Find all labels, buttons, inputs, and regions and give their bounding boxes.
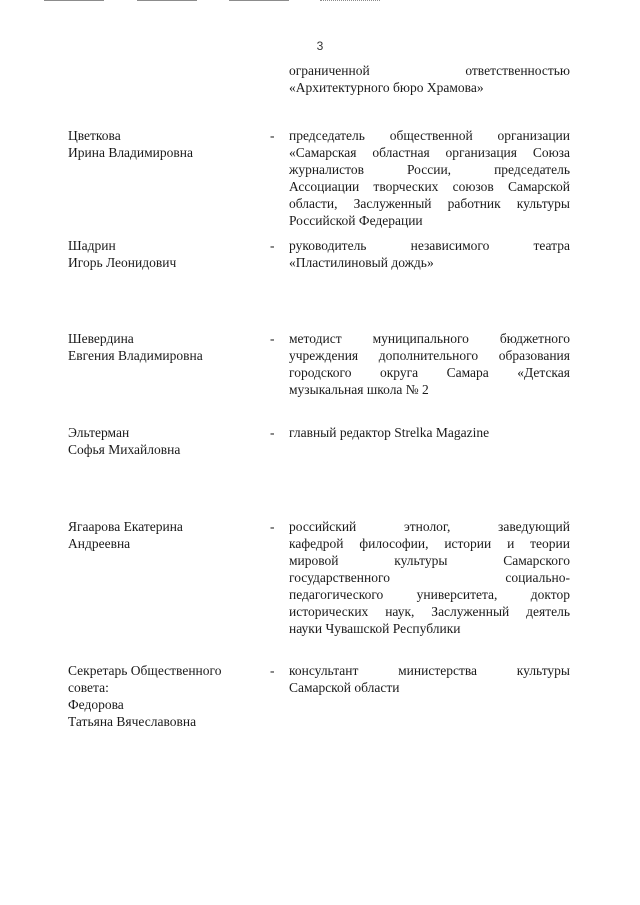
top-rule-4 bbox=[320, 0, 380, 2]
desc-line: журналистов России, председатель bbox=[289, 162, 570, 177]
member-name bbox=[68, 424, 253, 458]
name-line: Ягаарова Екатерина bbox=[68, 519, 183, 534]
dash-separator: - bbox=[270, 425, 275, 440]
desc-line: председатель общественной организации bbox=[289, 128, 570, 143]
name-line: совета: bbox=[68, 680, 109, 695]
desc-line: городского округа Самара «Детская bbox=[289, 365, 570, 380]
name-line: Игорь Леонидович bbox=[68, 255, 177, 270]
name-line: Шевердина bbox=[68, 331, 134, 346]
desc-line: исторических наук, Заслуженный деятель bbox=[289, 604, 570, 619]
name-line: Секретарь Общественного bbox=[68, 663, 222, 678]
desc-line: учреждения дополнительного образования bbox=[289, 348, 570, 363]
dash-separator: - bbox=[270, 519, 275, 534]
name-line: Эльтерман bbox=[68, 425, 130, 440]
name-line: Цветкова bbox=[68, 128, 121, 143]
top-rule-1 bbox=[44, 0, 104, 2]
desc-line: государственного социально- bbox=[289, 570, 570, 585]
member-description bbox=[289, 424, 570, 441]
name-line: Татьяна Вячеславовна bbox=[68, 714, 197, 729]
dash-separator: - bbox=[270, 663, 275, 678]
desc-line: Российской Федерации bbox=[289, 213, 423, 228]
desc-line: «Самарская областная организация Союза bbox=[289, 145, 570, 160]
desc-line: российский этнолог, заведующий bbox=[289, 519, 570, 534]
desc-line: ограниченной ответственностью bbox=[289, 63, 570, 78]
desc-line: кафедрой философии, истории и теории bbox=[289, 536, 570, 551]
name-line: Андреевна bbox=[68, 536, 131, 551]
name-line: Ирина Владимировна bbox=[68, 145, 194, 160]
desc-line: области, Заслуженный работник культуры bbox=[289, 196, 570, 211]
desc-line: главный редактор Strelka Magazine bbox=[289, 425, 490, 440]
dash-separator: - bbox=[270, 331, 275, 346]
name-line: Софья Михайловна bbox=[68, 442, 181, 457]
member-name bbox=[68, 518, 253, 552]
member-description bbox=[289, 127, 570, 229]
page-number: 3 bbox=[316, 39, 324, 53]
top-rule-3 bbox=[229, 0, 289, 2]
desc-line: Самарской области bbox=[289, 680, 400, 695]
desc-line: руководитель независимого театра bbox=[289, 238, 570, 253]
top-rule-2 bbox=[137, 0, 197, 2]
desc-line: музыкальная школа № 2 bbox=[289, 382, 429, 397]
desc-line: педагогического университета, доктор bbox=[289, 587, 570, 602]
member-name bbox=[68, 662, 253, 730]
name-line: Евгения Владимировна bbox=[68, 348, 203, 363]
desc-line: «Архитектурного бюро Храмова» bbox=[289, 80, 484, 95]
member-name bbox=[68, 127, 253, 161]
member-description bbox=[289, 237, 570, 271]
name-line: Шадрин bbox=[68, 238, 116, 253]
desc-line: «Пластилиновый дождь» bbox=[289, 255, 434, 270]
desc-line: науки Чувашской Республики bbox=[289, 621, 461, 636]
member-description bbox=[289, 330, 570, 398]
desc-line: мировой культуры Самарского bbox=[289, 553, 570, 568]
member-name bbox=[68, 237, 253, 271]
desc-line: методист муниципального бюджетного bbox=[289, 331, 570, 346]
member-description bbox=[289, 518, 570, 637]
member-description bbox=[289, 662, 570, 696]
dash-separator: - bbox=[270, 128, 275, 143]
continuation-text bbox=[289, 62, 570, 96]
dash-separator: - bbox=[270, 238, 275, 253]
name-line: Федорова bbox=[68, 697, 124, 712]
desc-line: консультант министерства культуры bbox=[289, 663, 570, 678]
desc-line: Ассоциации творческих союзов Самарской bbox=[289, 179, 570, 194]
member-name bbox=[68, 330, 253, 364]
